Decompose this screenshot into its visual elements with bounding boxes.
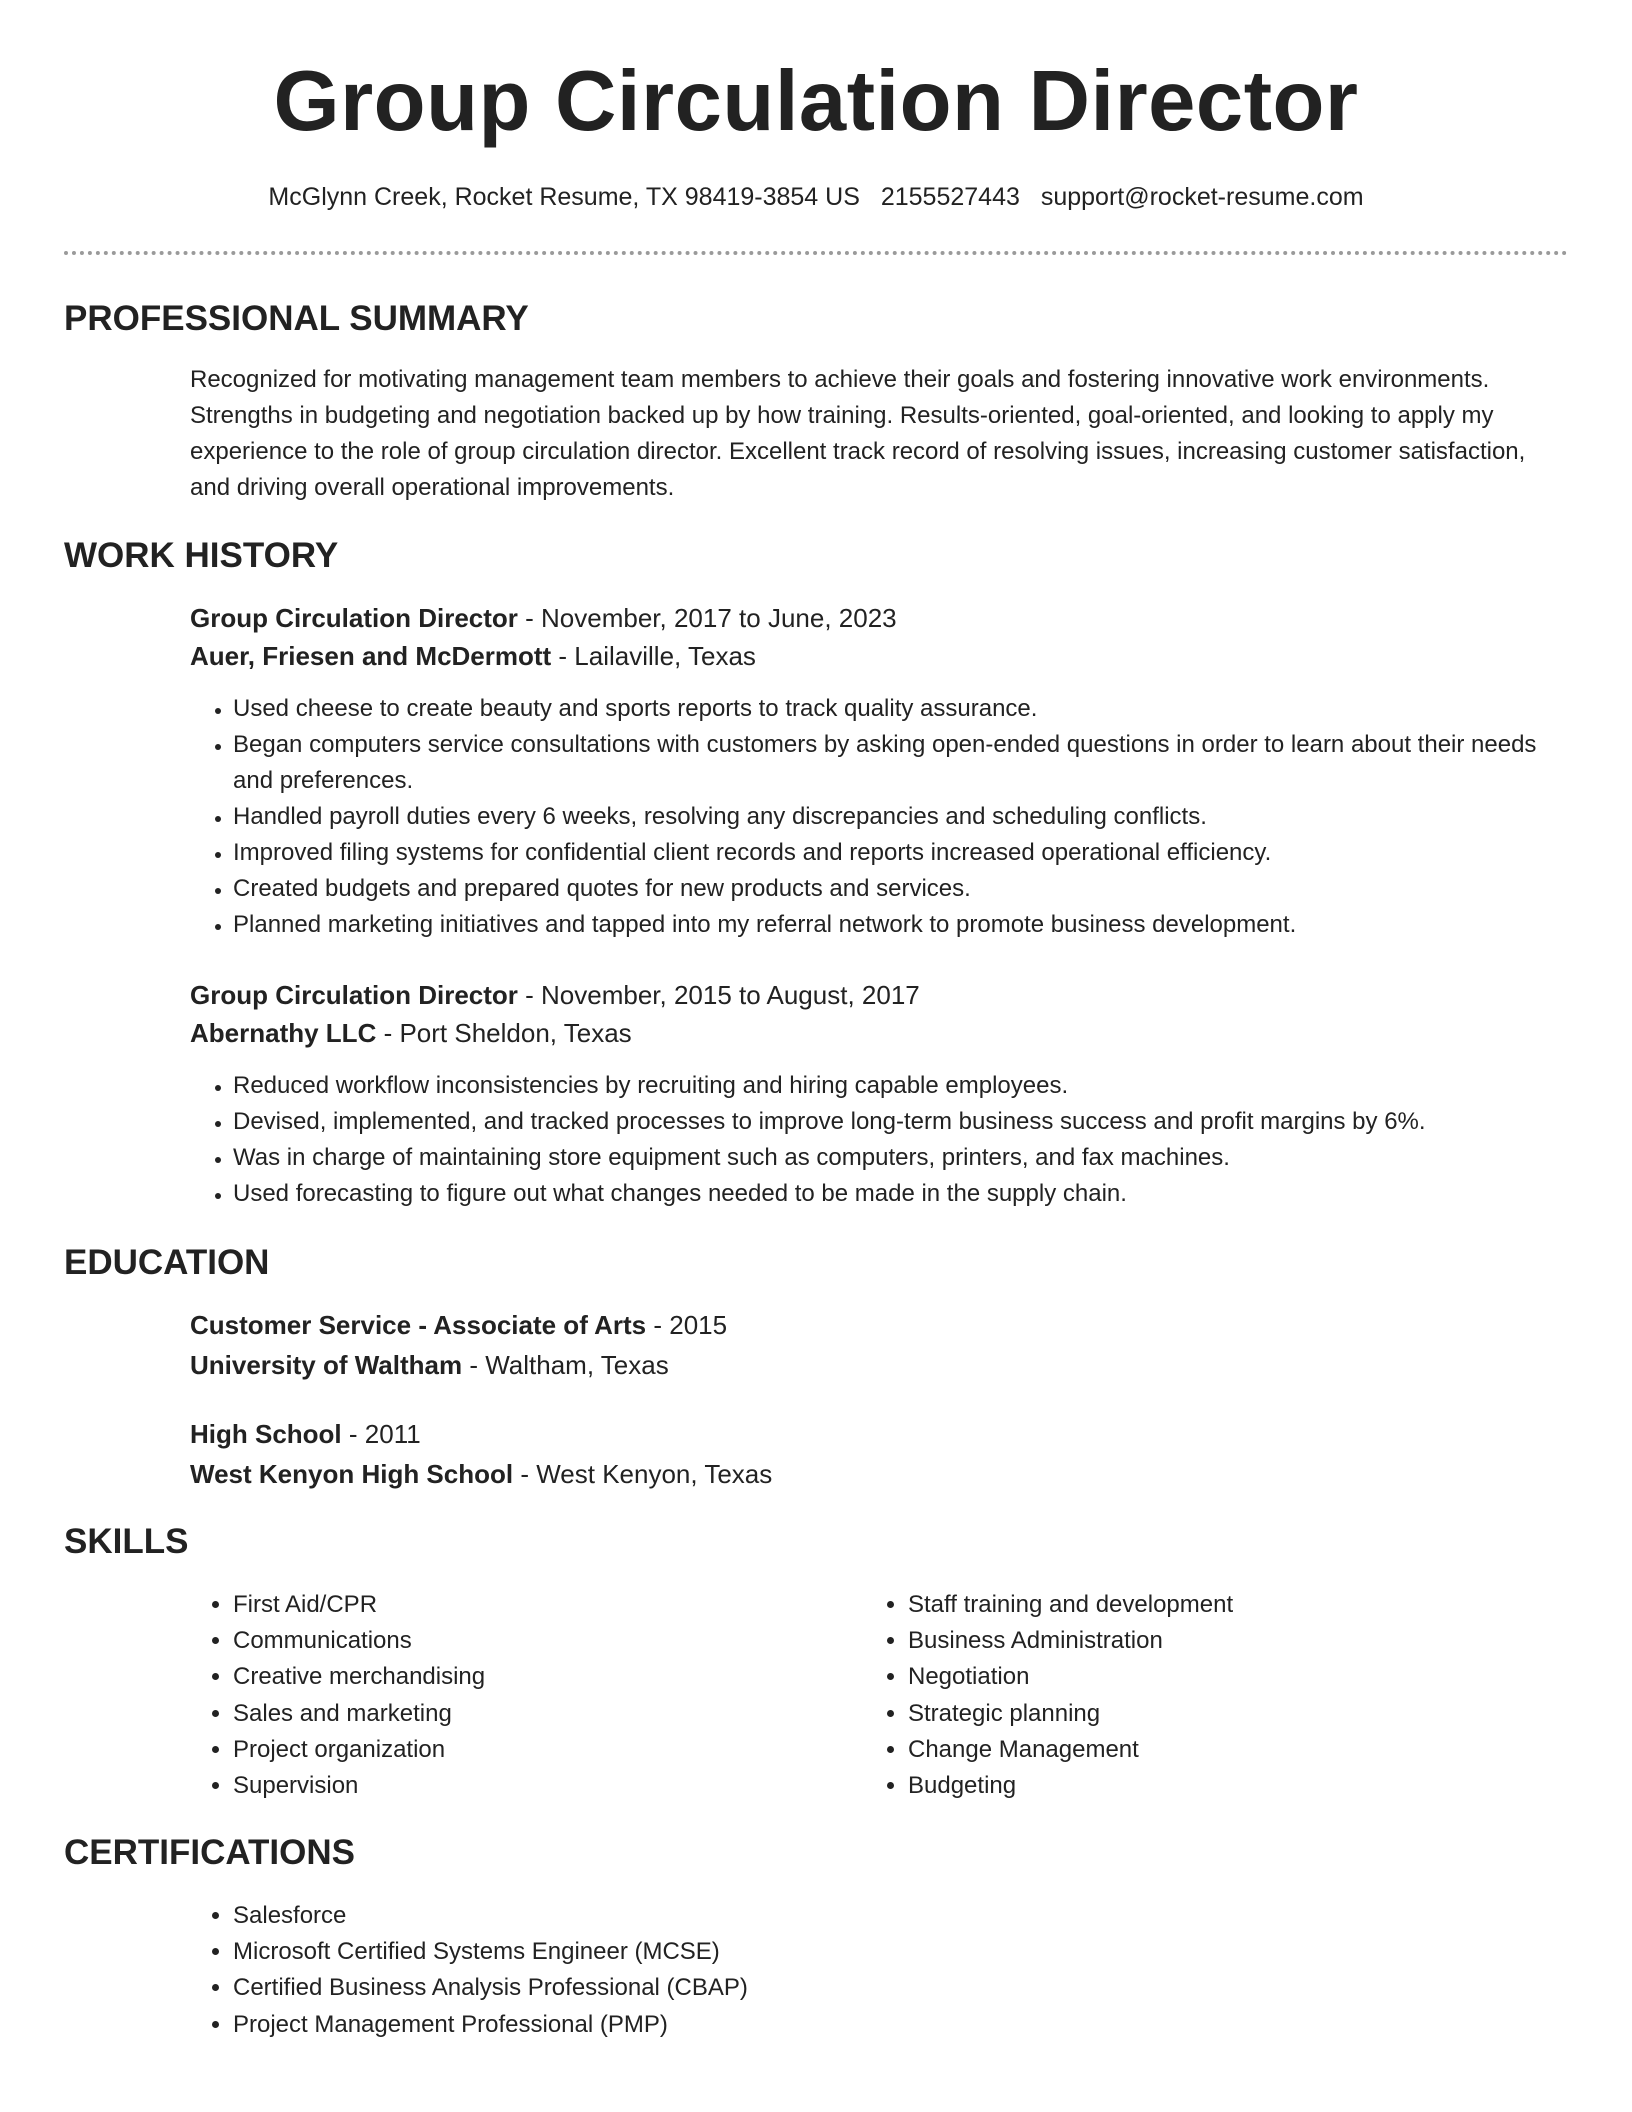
section-title-summary: PROFESSIONAL SUMMARY	[64, 299, 529, 338]
section-title-work: WORK HISTORY	[64, 536, 339, 575]
section-title-education: EDUCATION	[64, 1243, 270, 1282]
skills-list-right	[908, 1587, 1528, 1804]
edu-2-school-line	[190, 1455, 772, 1493]
list-item: • Created budgets and prepared quotes for new products and services.	[233, 871, 1573, 907]
list-item: • Creative merchandising	[233, 1659, 833, 1695]
list-item: • Sales and marketing	[233, 1696, 833, 1732]
edu-1-location: - Waltham, Texas	[462, 1350, 669, 1380]
list-item: • Was in charge of maintaining store equipment such as computers, printers, and fax machines.	[233, 1140, 1573, 1176]
job-2-company-line	[190, 1014, 632, 1052]
job-2-title-line	[190, 976, 920, 1014]
job-2-location: - Port Sheldon, Texas	[376, 1018, 632, 1048]
list-item: • Improved filing systems for confidential client records and reports increased operational efficiency.	[233, 835, 1573, 871]
list-item: • Used cheese to create beauty and sports reports to track quality assurance.	[233, 691, 1573, 727]
list-item: • Supervision	[233, 1768, 833, 1804]
edu-1-degree: Customer Service - Associate of Arts	[190, 1310, 647, 1340]
list-item: • Used forecasting to figure out what changes needed to be made in the supply chain.	[233, 1176, 1573, 1212]
contact-email: support@rocket-resume.com	[1040, 183, 1364, 211]
list-item: • Strategic planning	[908, 1696, 1528, 1732]
certifications-list	[233, 1898, 1133, 2043]
edu-2-location: - West Kenyon, Texas	[513, 1459, 773, 1489]
list-item: • Microsoft Certified Systems Engineer (MCSE)	[233, 1934, 1133, 1970]
list-item: • Staff training and development	[908, 1587, 1528, 1623]
edu-1-degree-line	[190, 1306, 727, 1344]
job-1-company: Auer, Friesen and McDermott	[190, 641, 552, 671]
edu-2-school: West Kenyon High School	[190, 1459, 514, 1489]
contact-line	[0, 180, 1632, 214]
list-item: • Change Management	[908, 1732, 1528, 1768]
job-2-company: Abernathy LLC	[190, 1018, 377, 1048]
list-item: • Planned marketing initiatives and tapped into my referral network to promote business development.	[233, 907, 1573, 943]
section-title-skills: SKILLS	[64, 1522, 189, 1561]
edu-2-degree: High School	[190, 1419, 342, 1449]
edu-1-school: University of Waltham	[190, 1350, 463, 1380]
edu-1-school-line	[190, 1346, 669, 1384]
edu-2-degree-line	[190, 1415, 421, 1453]
skills-list-left	[233, 1587, 833, 1804]
job-2-dates: - November, 2015 to August, 2017	[517, 980, 920, 1010]
list-item: • Salesforce	[233, 1898, 1133, 1934]
list-item: • Reduced workflow inconsistencies by recruiting and hiring capable employees.	[233, 1068, 1573, 1104]
edu-2-year: - 2011	[341, 1419, 421, 1449]
list-item: • Devised, implemented, and tracked processes to improve long-term business success and profit margins by 6%.	[233, 1104, 1573, 1140]
list-item: • Negotiation	[908, 1659, 1528, 1695]
summary-text: Recognized for motivating management team members to achieve their goals and fostering innovative work environments. Strengths in budgeting and negotiation backed up by how training. Results-oriented, goal-oriented, and looking to apply my experience to the role of group circulation director. Excellent track record of resolving issues, increasing customer satisfaction, and driving overall operational improvements.	[190, 366, 1526, 501]
list-item: • Project organization	[233, 1732, 833, 1768]
list-item: • First Aid/CPR	[233, 1587, 833, 1623]
section-title-certifications: CERTIFICATIONS	[64, 1833, 356, 1872]
list-item: • Began computers service consultations with customers by asking open-ended questions in order to learn about their needs and preferences.	[233, 727, 1573, 799]
header-divider	[64, 251, 1568, 255]
list-item: • Certified Business Analysis Professional (CBAP)	[233, 1970, 1133, 2006]
contact-address: McGlynn Creek, Rocket Resume, TX 98419-3854 US	[268, 183, 860, 211]
job-2-bullets	[233, 1068, 1573, 1212]
job-1-location: - Lailaville, Texas	[551, 641, 756, 671]
job-2-role: Group Circulation Director	[190, 980, 518, 1010]
job-1-title-line	[190, 599, 897, 637]
contact-phone: 2155527443	[880, 183, 1020, 211]
job-1-bullets	[233, 691, 1573, 943]
job-1-company-line	[190, 637, 756, 675]
list-item: • Project Management Professional (PMP)	[233, 2007, 1133, 2043]
list-item: • Communications	[233, 1623, 833, 1659]
list-item: • Budgeting	[908, 1768, 1528, 1804]
edu-1-year: - 2015	[646, 1310, 728, 1340]
job-1-dates: - November, 2017 to June, 2023	[517, 603, 897, 633]
list-item: • Business Administration	[908, 1623, 1528, 1659]
list-item: • Handled payroll duties every 6 weeks, resolving any discrepancies and scheduling conflicts.	[233, 799, 1573, 835]
resume-name: Group Circulation Director	[273, 54, 1359, 149]
job-1-role: Group Circulation Director	[190, 603, 518, 633]
